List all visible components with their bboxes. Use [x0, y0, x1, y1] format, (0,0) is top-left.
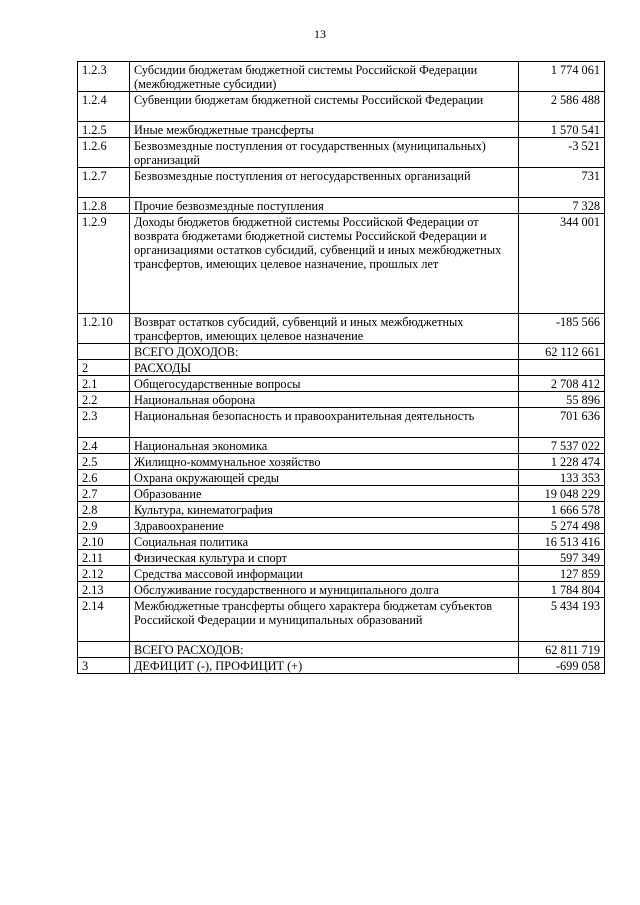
- row-description: Прочие безвозмездные поступления: [130, 198, 519, 214]
- row-value: 5 434 193: [519, 598, 605, 642]
- row-description: Национальная экономика: [130, 438, 519, 454]
- row-code: [78, 642, 130, 658]
- table-row: [78, 214, 605, 314]
- row-value: 133 353: [519, 470, 605, 486]
- total-income-row: [78, 344, 605, 360]
- row-value: 731: [519, 168, 605, 198]
- row-code: 2.3: [78, 408, 130, 438]
- table-row: [78, 376, 605, 392]
- row-code: 2.2: [78, 392, 130, 408]
- row-description: Безвозмездные поступления от негосударственных организаций: [130, 168, 519, 198]
- table-row: [78, 438, 605, 454]
- row-code: 1.2.7: [78, 168, 130, 198]
- balance-row: [78, 658, 605, 674]
- row-value: 5 274 498: [519, 518, 605, 534]
- row-value: 62 112 661: [519, 344, 605, 360]
- table-row: [78, 502, 605, 518]
- row-value: 16 513 416: [519, 534, 605, 550]
- row-value: 2 708 412: [519, 376, 605, 392]
- table-row: [78, 454, 605, 470]
- row-code: 1.2.10: [78, 314, 130, 344]
- row-code: 2.12: [78, 566, 130, 582]
- table-row: [78, 314, 605, 344]
- budget-table: [77, 61, 605, 674]
- section-header-row: [78, 360, 605, 376]
- row-code: 2.7: [78, 486, 130, 502]
- row-description: Субсидии бюджетам бюджетной системы Российской Федерации (межбюджетные субсидии): [130, 62, 519, 92]
- row-code: 2.11: [78, 550, 130, 566]
- row-description: Доходы бюджетов бюджетной системы Российской Федерации от возврата бюджетами бюджетной системы Российской Федерации и организациями остатков субсидий, субвенций и иных межбюджетных трансфертов, имеющих целевое назначение, прошлых лет: [130, 214, 519, 314]
- row-value: -185 566: [519, 314, 605, 344]
- row-value: 1 784 804: [519, 582, 605, 598]
- row-code: 2.13: [78, 582, 130, 598]
- row-description: Физическая культура и спорт: [130, 550, 519, 566]
- table-row: [78, 92, 605, 122]
- table-row: [78, 168, 605, 198]
- table-row: [78, 566, 605, 582]
- row-description: Здравоохранение: [130, 518, 519, 534]
- row-code: 2.9: [78, 518, 130, 534]
- row-code: 1.2.5: [78, 122, 130, 138]
- row-code: 2.6: [78, 470, 130, 486]
- row-code: 2.8: [78, 502, 130, 518]
- row-value: 1 570 541: [519, 122, 605, 138]
- row-value: 127 859: [519, 566, 605, 582]
- table-row: [78, 470, 605, 486]
- row-code: 1.2.6: [78, 138, 130, 168]
- row-value: 597 349: [519, 550, 605, 566]
- row-description: Охрана окружающей среды: [130, 470, 519, 486]
- table-row: [78, 122, 605, 138]
- row-description: Обслуживание государственного и муниципального долга: [130, 582, 519, 598]
- row-value: 62 811 719: [519, 642, 605, 658]
- row-description: Безвозмездные поступления от государственных (муниципальных) организаций: [130, 138, 519, 168]
- table-row: [78, 598, 605, 642]
- row-description: ВСЕГО РАСХОДОВ:: [130, 642, 519, 658]
- table-row: [78, 138, 605, 168]
- row-description: ДЕФИЦИТ (-), ПРОФИЦИТ (+): [130, 658, 519, 674]
- table-row: [78, 392, 605, 408]
- row-code: 2.5: [78, 454, 130, 470]
- table-row: [78, 62, 605, 92]
- row-description: ВСЕГО ДОХОДОВ:: [130, 344, 519, 360]
- row-description: Иные межбюджетные трансферты: [130, 122, 519, 138]
- row-code: 1.2.9: [78, 214, 130, 314]
- table-row: [78, 534, 605, 550]
- table-row: [78, 408, 605, 438]
- page-number: 13: [314, 27, 326, 41]
- row-description: Национальная безопасность и правоохранительная деятельность: [130, 408, 519, 438]
- total-expenses-row: [78, 642, 605, 658]
- row-code: 2: [78, 360, 130, 376]
- row-value: 55 896: [519, 392, 605, 408]
- row-description: Образование: [130, 486, 519, 502]
- row-description: РАСХОДЫ: [130, 360, 519, 376]
- row-code: 2.10: [78, 534, 130, 550]
- row-value: 344 001: [519, 214, 605, 314]
- row-code: 1.2.3: [78, 62, 130, 92]
- row-value: 1 774 061: [519, 62, 605, 92]
- row-code: 2.1: [78, 376, 130, 392]
- row-value: -3 521: [519, 138, 605, 168]
- row-code: [78, 344, 130, 360]
- row-description: Социальная политика: [130, 534, 519, 550]
- row-description: Межбюджетные трансферты общего характера бюджетам субъектов Российской Федерации и муниципальных образований: [130, 598, 519, 642]
- row-value: -699 058: [519, 658, 605, 674]
- row-code: 2.14: [78, 598, 130, 642]
- table-row: [78, 518, 605, 534]
- row-description: Общегосударственные вопросы: [130, 376, 519, 392]
- row-value: 2 586 488: [519, 92, 605, 122]
- table-row: [78, 582, 605, 598]
- row-code: 2.4: [78, 438, 130, 454]
- row-value: 19 048 229: [519, 486, 605, 502]
- row-value: 7 328: [519, 198, 605, 214]
- row-value: 7 537 022: [519, 438, 605, 454]
- row-description: Возврат остатков субсидий, субвенций и иных межбюджетных трансфертов, имеющих целевое назначение: [130, 314, 519, 344]
- row-code: 1.2.4: [78, 92, 130, 122]
- row-description: Субвенции бюджетам бюджетной системы Российской Федерации: [130, 92, 519, 122]
- row-value: 1 228 474: [519, 454, 605, 470]
- row-description: Национальная оборона: [130, 392, 519, 408]
- row-code: 3: [78, 658, 130, 674]
- table-row: [78, 486, 605, 502]
- table-row: [78, 550, 605, 566]
- row-description: Жилищно-коммунальное хозяйство: [130, 454, 519, 470]
- row-value: [519, 360, 605, 376]
- row-code: 1.2.8: [78, 198, 130, 214]
- row-value: 701 636: [519, 408, 605, 438]
- row-description: Культура, кинематография: [130, 502, 519, 518]
- row-value: 1 666 578: [519, 502, 605, 518]
- row-description: Средства массовой информации: [130, 566, 519, 582]
- table-row: [78, 198, 605, 214]
